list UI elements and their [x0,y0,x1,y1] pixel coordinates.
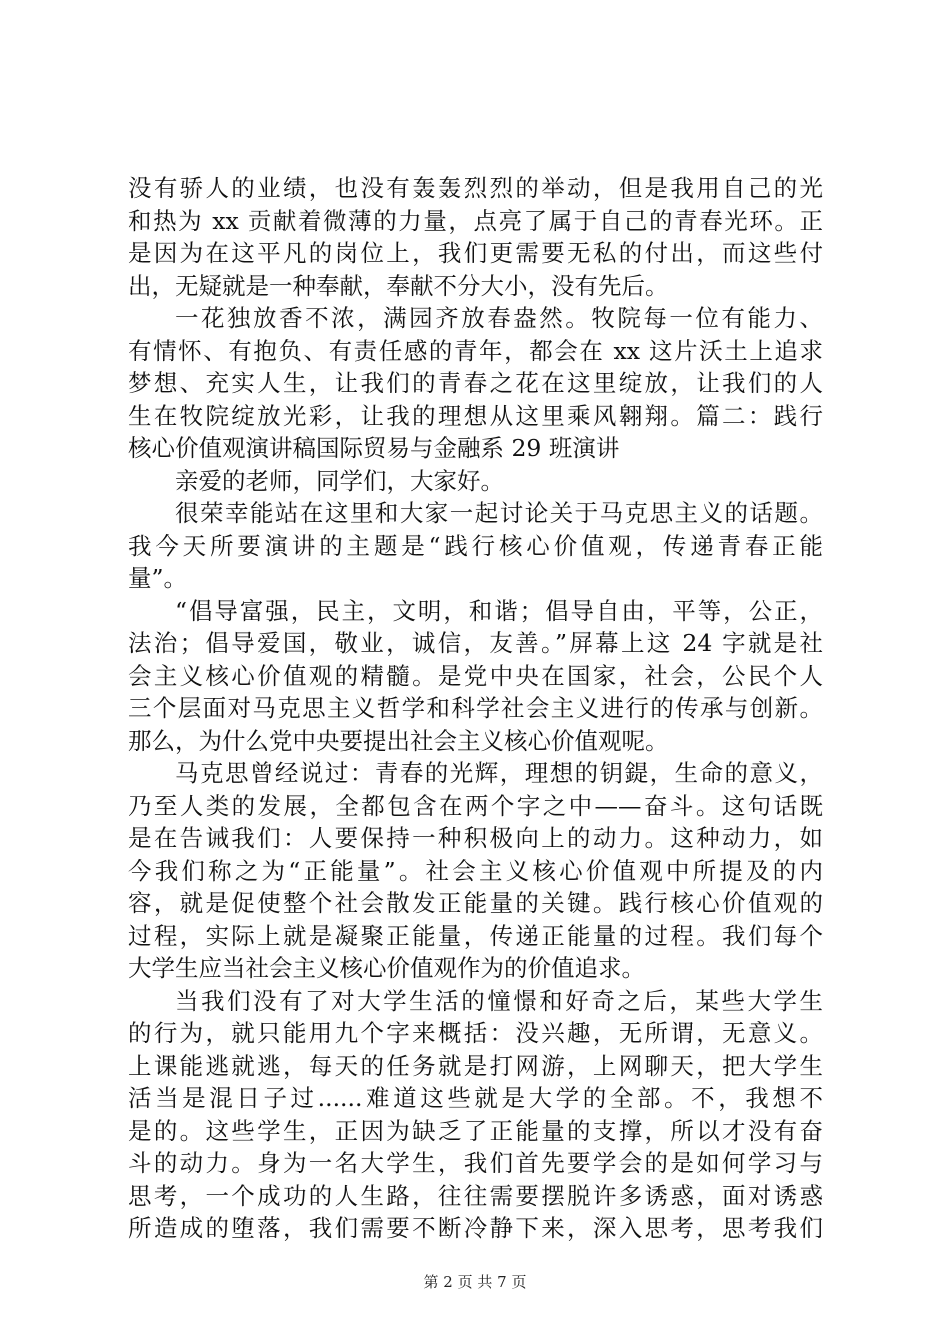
text-line: 核心价值观演讲稿国际贸易与金融系 29 班演讲 [128,434,620,462]
text-line: 和热为 xx 贡献着微薄的力量，点亮了属于自己的青春光环。正 [128,206,823,235]
text-line: 斗的动力。身为一名大学生，我们首先要学会的是如何学习与 [128,1149,823,1177]
text-line: 没有骄人的业绩，也没有轰轰烈烈的举动，但是我用自己的光 [128,174,823,202]
text-line: 很荣幸能站在这里和大家一起讨论关于马克思主义的话题。 [175,499,823,527]
text-line: 梦想、充实人生，让我们的青春之花在这里绽放，让我们的人 [128,369,823,397]
text-line: 乃至人类的发展，全都包含在两个字之中——奋斗。这句话既 [128,791,823,820]
text-line: 我今天所要演讲的主题是“践行核心价值观，传递青春正能 [128,531,823,560]
text-line: 出，无疑就是一种奉献，奉献不分大小，没有先后。 [128,271,669,300]
text-line: “倡导富强，民主，文明，和谐；倡导自由，平等，公正， [175,596,823,625]
document-body [128,172,823,1245]
text-line: 思考，一个成功的人生路，往往需要摆脱许多诱惑，面对诱惑 [128,1181,823,1210]
text-line: 今我们称之为“正能量”。社会主义核心价值观中所提及的内 [128,856,823,885]
text-line: 量”。 [128,564,188,592]
text-line: 有情怀、有抱负、有责任感的青年，都会在 xx 这片沃土上追求 [128,336,823,365]
text-line: 大学生应当社会主义核心价值观作为的价值追求。 [128,954,645,982]
text-line: 容，就是促使整个社会散发正能量的关键。践行核心价值观的 [128,889,823,917]
text-line: 马克思曾经说过：青春的光辉，理想的钥鍉，生命的意义， [175,759,823,787]
text-line: 是的。这些学生，正因为缺乏了正能量的支撑，所以才没有奋 [128,1116,823,1145]
text-line: 当我们没有了对大学生活的憧憬和好奇之后，某些大学生 [175,986,823,1015]
text-line: 上课能逃就逃，每天的任务就是打网游，上网聊天，把大学生 [128,1051,823,1080]
page-footer: 第 2 页 共 7 页 [423,1273,527,1291]
text-line: 所造成的堕落，我们需要不断冷静下来，深入思考，思考我们 [128,1214,823,1242]
text-line: 活当是混日子过......难道这些就是大学的全部。不，我想不 [128,1084,823,1112]
text-line: 亲爱的老师，同学们，大家好。 [175,466,504,495]
text-line: 是因为在这平凡的岗位上，我们更需要无私的付出，而这些付 [128,239,823,267]
text-line: 会主义核心价值观的精髓。是党中央在国家，社会，公民个人 [128,661,823,690]
text-line: 过程，实际上就是凝聚正能量，传递正能量的过程。我们每个 [128,921,823,950]
text-line: 一花独放香不浓，满园齐放春盎然。牧院每一位有能力、 [175,304,823,332]
text-line: 法治；倡导爱国，敬业，诚信，友善。”屏幕上这 24 字就是社 [128,629,823,657]
text-line: 那么，为什么党中央要提出社会主义核心价值观呢。 [128,726,669,755]
text-line: 生在牧院绽放光彩，让我的理想从这里乘风翱翔。篇二：践行 [128,401,823,430]
text-line: 是在告诫我们：人要保持一种积极向上的动力。这种动力，如 [128,824,823,852]
text-line: 三个层面对马克思主义哲学和科学社会主义进行的传承与创新。 [128,694,823,722]
text-line: 的行为，就只能用九个字来概括：没兴趣，无所谓，无意义。 [128,1019,823,1047]
